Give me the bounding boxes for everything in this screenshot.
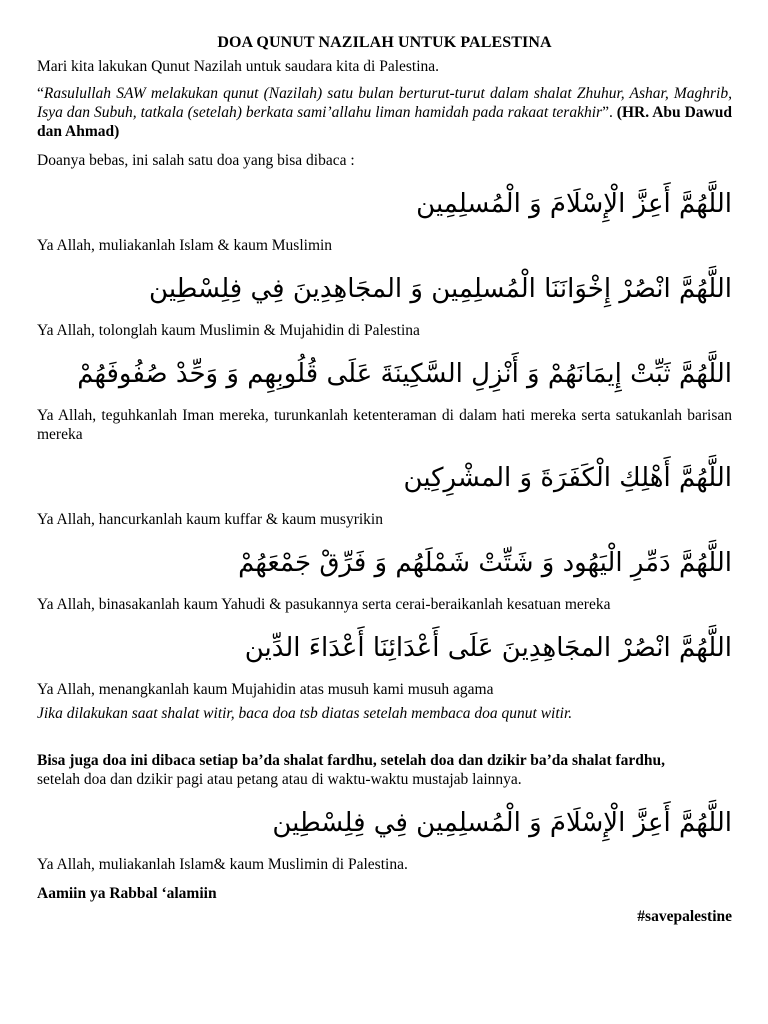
- hashtag: #savepalestine: [637, 908, 732, 925]
- final-prayer-block: [37, 803, 732, 874]
- intro-text: Mari kita lakukan Qunut Nazilah untuk saudara kita di Palestina.: [37, 58, 440, 75]
- translation-1: Ya Allah, muliakanlah Islam & kaum Muslimin: [37, 237, 333, 254]
- additional-bold-text: Bisa juga doa ini dibaca setiap ba’da shalat fardhu, setelah doa dan dzikir ba’da shalat fardhu,: [37, 752, 666, 769]
- quote-source: (HR. Abu Dawud dan Ahmad): [37, 104, 732, 140]
- arabic-prayer-1: اللَّهُمَّ أَعِزَّ الْإِسْلَامَ وَ الْمُسلِمِين: [416, 189, 732, 219]
- arabic-prayer-3: اللَّهُمَّ ثَبِّتْ إِيمَانَهُمْ وَ أَنْزِلِ السَّكِينَةَ عَلَى قُلُوبِهِم وَ وَحِّدْ صُفُوفَهُمْ: [77, 359, 732, 389]
- document-page: [37, 30, 732, 926]
- translation-4: Ya Allah, hancurkanlah kaum kuffar & kaum musyrikin: [37, 511, 383, 528]
- prayer-block-4: [37, 458, 732, 529]
- translation-3: Ya Allah, teguhkanlah Iman mereka, turunkanlah ketenteraman di dalam hati mereka serta satukanlah barisan mereka: [37, 407, 732, 443]
- prayer-block-2: [37, 269, 732, 340]
- quote-open-mark: “: [37, 85, 44, 102]
- closing-text: Aamiin ya Rabbal ‘alamiin: [37, 885, 217, 902]
- additional-continuation: setelah doa dan dzikir pagi atau petang atau di waktu-waktu mustajab lainnya.: [37, 771, 522, 788]
- prayer-block-6: [37, 628, 732, 699]
- translation-5: Ya Allah, binasakanlah kaum Yahudi & pasukannya serta cerai-beraikanlah kesatuan mereka: [37, 596, 611, 613]
- quote-close-mark: ”.: [602, 104, 617, 121]
- prayer-block-5: [37, 543, 732, 614]
- arabic-prayer-4: اللَّهُمَّ أَهْلِكِ الْكَفَرَةَ وَ المشْرِكِين: [403, 463, 732, 493]
- prayer-block-3: [37, 354, 732, 444]
- translation-2: Ya Allah, tolonglah kaum Muslimin & Mujahidin di Palestina: [37, 322, 420, 339]
- document-title: DOA QUNUT NAZILAH UNTUK PALESTINA: [217, 34, 552, 51]
- hadith-quote: [37, 84, 732, 141]
- translation-6: Ya Allah, menangkanlah kaum Mujahidin atas musuh kami musuh agama: [37, 681, 494, 698]
- arabic-prayer-6: اللَّهُمَّ انْصُرْ المجَاهِدِينَ عَلَى أَعْدَائِنَا أَعْدَاءَ الدِّين: [244, 633, 732, 663]
- lead-in-text: Doanya bebas, ini salah satu doa yang bisa dibaca :: [37, 152, 355, 169]
- final-arabic-prayer: اللَّهُمَّ أَعِزَّ الْإِسْلَامَ وَ الْمُسلِمِين فِي فِلِسْطِين: [272, 808, 732, 838]
- arabic-prayer-2: اللَّهُمَّ انْصُرْ إِخْوَانَنَا الْمُسلِمِين وَ المجَاهِدِينَ فِي فِلِسْطِين: [149, 274, 732, 304]
- section-spacer: [37, 723, 732, 751]
- quote-text: Rasulullah SAW melakukan qunut (Nazilah) satu bulan berturut-turut dalam shalat Zhuhur, Ashar, Maghrib, Isya dan Subuh, tatkala (setelah) berkata sami’allahu liman hamidah pada rakaat terakhir: [37, 85, 732, 121]
- arabic-prayer-5: اللَّهُمَّ دَمِّرِ الْيَهُود وَ شَتِّتْ شَمْلَهُم وَ فَرِّقْ جَمْعَهُمْ: [238, 548, 732, 578]
- witir-note: Jika dilakukan saat shalat witir, baca doa tsb diatas setelah membaca doa qunut witir.: [37, 705, 573, 722]
- final-translation: Ya Allah, muliakanlah Islam& kaum Muslimin di Palestina.: [37, 856, 408, 873]
- prayer-block-1: [37, 184, 732, 255]
